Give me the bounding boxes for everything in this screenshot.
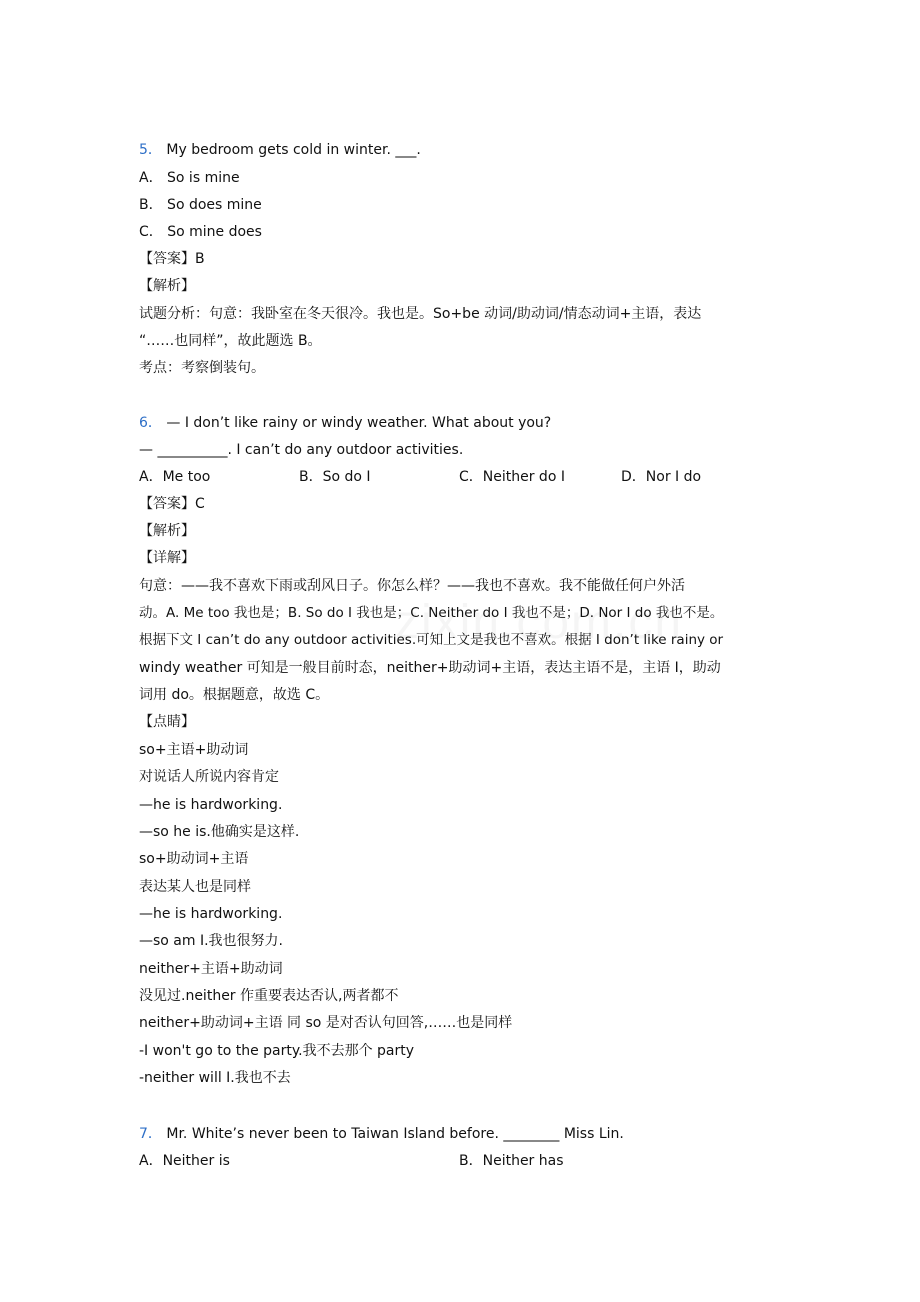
q6-stem: — I don’t like rainy or windy weather. What about you? (166, 415, 552, 431)
q6-detail-line: 句意：——我不喜欢下雨或刮风日子。你怎么样？——我也不喜欢。我不能做任何户外活 (139, 578, 685, 594)
q6-tip-line: so+主语+助动词 (139, 742, 249, 758)
q5-option-c: C． So mine does (139, 224, 262, 240)
q5-analysis-line1: 试题分析：句意：我卧室在冬天很冷。我也是。So+be 动词/助动词/情态动词+主语，表达 (139, 306, 702, 322)
q6-answer: 【答案】C (139, 496, 205, 512)
q5-answer: 【答案】B (139, 251, 205, 267)
q6-tip-line: 没见过.neither 作重要表达否认,两者都不 (139, 988, 399, 1004)
q6-detail-line: 根据下文 I can’t do any outdoor activities.可知上文是我也不喜欢。根据 I don’t like rainy or (139, 632, 724, 648)
q6-tip-line: neither+主语+助动词 (139, 961, 283, 977)
q5-analysis-label: 【解析】 (139, 278, 195, 294)
q6-tip-line: 对说话人所说内容肯定 (139, 769, 279, 785)
q6-detail-label: 【详解】 (139, 550, 195, 566)
q5-option-a: A． So is mine (139, 170, 240, 186)
q6-option-c: C．Neither do I (459, 469, 565, 485)
q6-tip-line: neither+助动词+主语 同 so 是对否认句回答,……也是同样 (139, 1015, 513, 1031)
q6-tip-line: -I won't go to the party.我不去那个 party (139, 1043, 415, 1059)
q6-detail-line: windy weather 可知是一般目前时态，neither+助动词+主语，表达主语不是，主语 I，助动 (139, 660, 721, 676)
q6-tip-line: —he is hardworking. (139, 797, 283, 813)
q6-stem2: — __________. I can’t do any outdoor activities. (139, 442, 464, 458)
q5-analysis-line2: “……也同样”，故此题选 B。 (139, 333, 322, 349)
q7-option-b: B．Neither has (459, 1153, 564, 1169)
q6-option-b: B．So do I (299, 469, 371, 485)
q6-option-a: A．Me too (139, 469, 211, 485)
q7-stem: Mr. White’s never been to Taiwan Island before. ________ Miss Lin. (166, 1126, 624, 1142)
q5-stem-line (139, 141, 421, 159)
q6-option-d: D．Nor I do (621, 469, 702, 485)
q6-tip-line: —so he is.他确实是这样. (139, 824, 300, 840)
q6-tip-line: so+助动词+主语 (139, 851, 249, 867)
q6-detail-line: 动。A. Me too 我也是；B. So do I 我也是；C. Neither do I 我也不是；D. Nor I do 我也不是。 (139, 605, 724, 621)
q6-number: 6． (139, 415, 162, 431)
q7-number: 7． (139, 1126, 162, 1142)
q6-tip-line: -neither will I.我也不去 (139, 1070, 291, 1086)
q6-analysis-label: 【解析】 (139, 523, 195, 539)
q6-stem-line (139, 414, 551, 432)
q7-option-a: A．Neither is (139, 1153, 230, 1169)
q5-point: 考点：考察倒装句。 (139, 360, 265, 376)
q6-tip-line: —so am I.我也很努力. (139, 933, 284, 949)
q5-option-b: B． So does mine (139, 197, 262, 213)
q5-stem: My bedroom gets cold in winter. ___. (166, 142, 421, 158)
q6-tip-line: 表达某人也是同样 (139, 879, 251, 895)
q6-tip-line: —he is hardworking. (139, 906, 283, 922)
q7-stem-line (139, 1125, 624, 1143)
q6-detail-line: 词用 do。根据题意，故选 C。 (139, 687, 330, 703)
q5-number: 5． (139, 142, 162, 158)
q6-tip-label: 【点睛】 (139, 714, 195, 730)
